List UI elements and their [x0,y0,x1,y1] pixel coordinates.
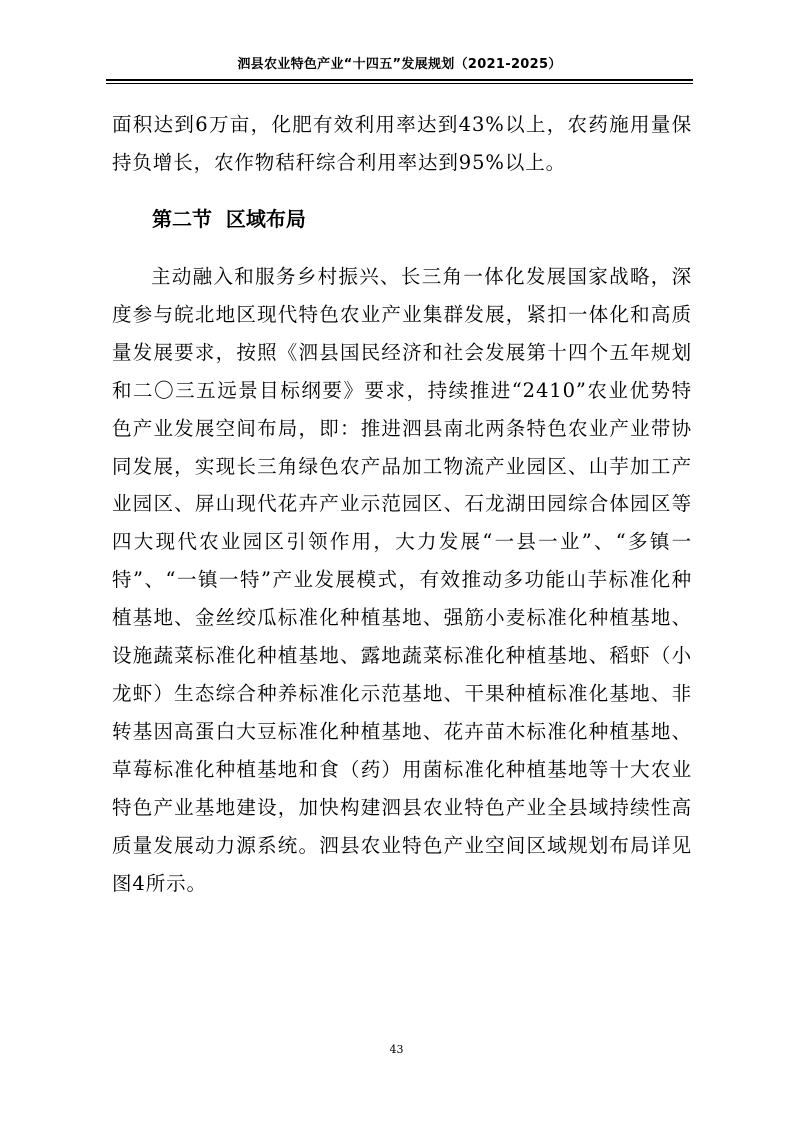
section-heading: 第二节 区域布局 [152,207,306,231]
main-paragraph: 主动融入和服务乡村振兴、长三角一体化发展国家战略，深度参与皖北地区现代特色农业产业集群发展，紧扣一体化和高质量发展要求，按照《泗县国民经济和社会发展第十四个五年规划和二〇三五远景目标纲要》要求，持续推进“2410”农业优势特色产业发展空间布局，即：推进泗县南北两条特色农业产业带协同发展，实现长三角绿色农产品加工物流产业园区、山芋加工产业园区、屏山现代花卉产业示范园区、石龙湖田园综合体园区等四大现代农业园区引领作用，大力发展“一县一业”、“多镇一特”、“一镇一特”产业发展模式，有效推动多功能山芋标准化种植基地、金丝绞瓜标准化种植基地、强筋小麦标准化种植基地、设施蔬菜标准化种植基地、露地蔬菜标准化种植基地、稻虾（小龙虾）生态综合种养标准化示范基地、干果种植标准化基地、非转基因高蛋白大豆标准化种植基地、花卉苗木标准化种植基地、草莓标准化种植基地和食（药）用菌标准化种植基地等十大农业特色产业基地建设，加快构建泗县农业特色产业全县域持续性高质量发展动力源系统。泗县农业特色产业空间区域规划布局详见图4所示。 [112,265,692,895]
running-header: 泗县农业特色产业“十四五”发展规划（2021-2025） [237,57,562,72]
continued-paragraph: 面积达到6万亩，化肥有效利用率达到43%以上，农药施用量保持负增长，农作物秸秆综合利用率达到95%以上。 [112,113,692,174]
header-rule-thick [106,79,693,81]
page-number: 43 [389,1043,404,1056]
header-rule-thin [106,83,693,84]
